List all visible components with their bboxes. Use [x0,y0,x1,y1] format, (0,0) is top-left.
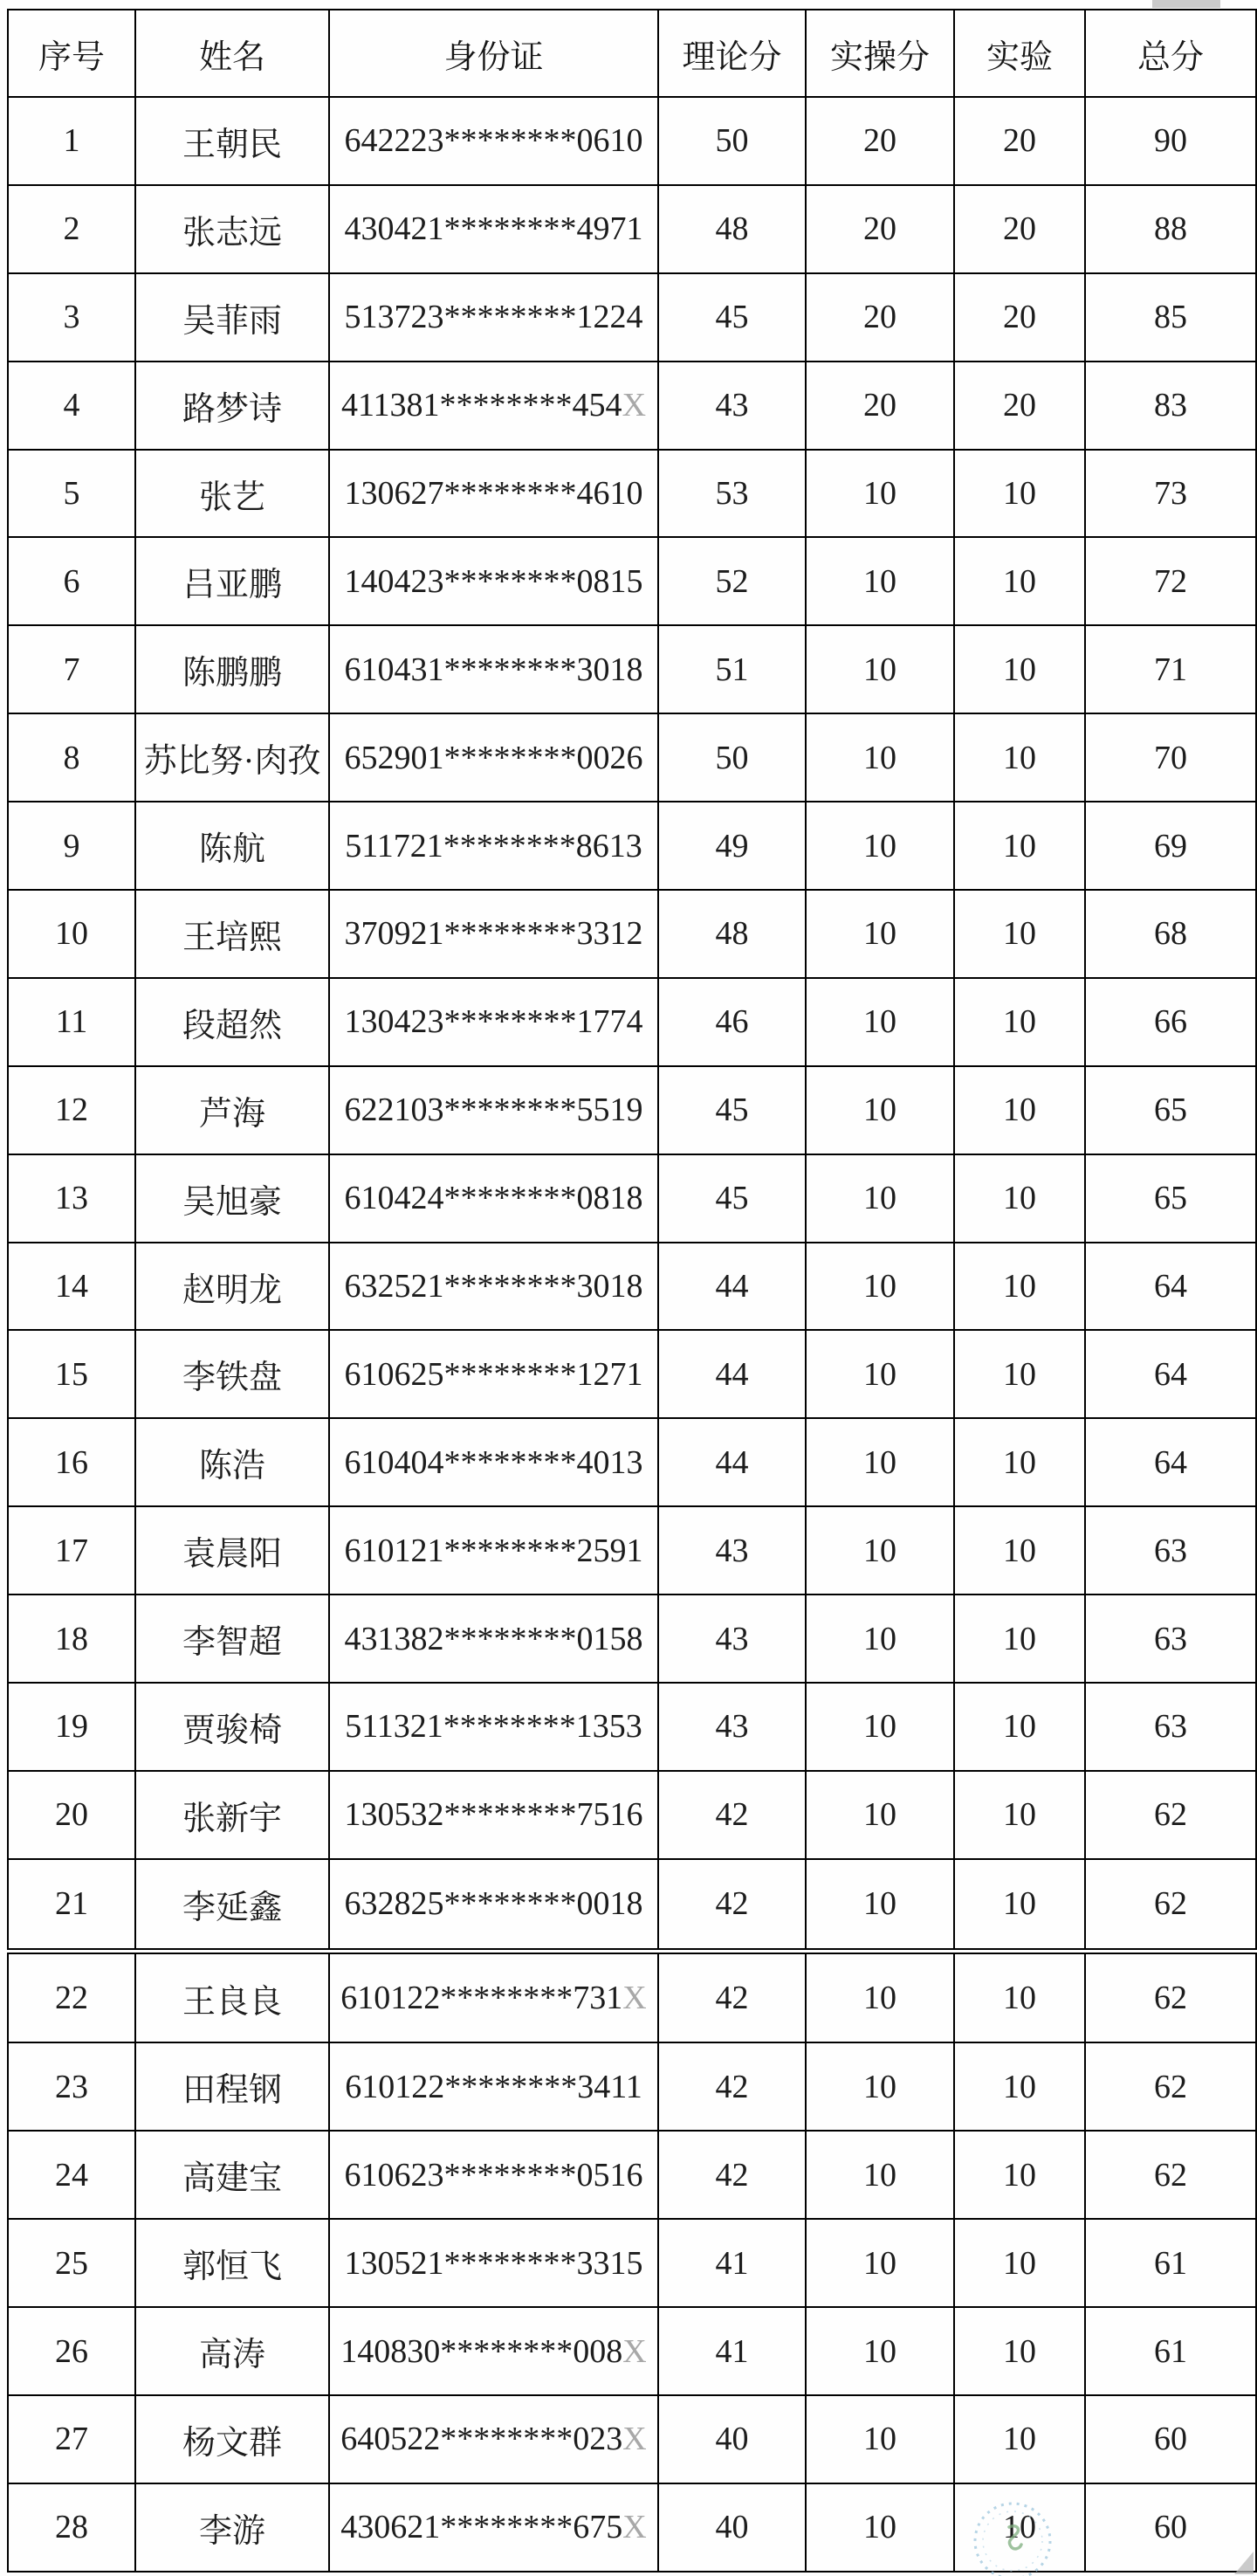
cell-total: 62 [1085,2042,1256,2131]
cell-experiment: 10 [954,625,1085,713]
cell-name: 芦海 [135,1066,329,1154]
cell-total: 62 [1085,1771,1256,1859]
cell-total: 68 [1085,890,1256,978]
cell-practical: 20 [806,97,954,185]
cell-theory: 45 [658,1066,806,1154]
cell-id: 140423********0815 [329,537,658,625]
cell-id: 511721********8613 [329,802,658,890]
cell-theory: 50 [658,97,806,185]
cell-experiment: 20 [954,362,1085,450]
table-row [8,2307,1256,2395]
cell-experiment: 10 [954,2483,1085,2572]
id-check-digit: X [622,1980,647,2017]
cell-no: 22 [8,1951,135,2042]
cell-theory: 43 [658,1595,806,1683]
cell-no: 6 [8,537,135,625]
table-row [8,625,1256,713]
cell-total: 90 [1085,97,1256,185]
cell-no: 13 [8,1154,135,1243]
cell-name: 杨文群 [135,2395,329,2483]
cell-theory: 40 [658,2395,806,2483]
cell-total: 60 [1085,2395,1256,2483]
cell-experiment: 10 [954,450,1085,538]
cell-total: 62 [1085,2131,1256,2219]
cell-name: 李铁盘 [135,1330,329,1418]
cell-theory: 43 [658,362,806,450]
cell-practical: 10 [806,1771,954,1859]
cell-experiment: 10 [954,537,1085,625]
cell-total: 63 [1085,1595,1256,1683]
cell-id: 610431********3018 [329,625,658,713]
cell-practical: 10 [806,2395,954,2483]
cell-practical: 10 [806,1683,954,1771]
id-check-digit: X [622,387,647,424]
cell-experiment: 20 [954,185,1085,273]
cell-no: 9 [8,802,135,890]
cell-id: 610404********4013 [329,1418,658,1506]
cell-id: 130532********7516 [329,1771,658,1859]
table-row [8,450,1256,538]
cell-name: 贾骏椅 [135,1683,329,1771]
cell-total: 71 [1085,625,1256,713]
cell-id: 511321********1353 [329,1683,658,1771]
cell-id: 130627********4610 [329,450,658,538]
score-table [7,9,1257,2573]
table-row [8,978,1256,1066]
cell-name: 吴菲雨 [135,273,329,362]
cell-theory: 42 [658,2042,806,2131]
cell-practical: 10 [806,537,954,625]
cell-experiment: 10 [954,2131,1085,2219]
scan-artifact-bottom-right-corner [1234,2552,1254,2574]
cell-experiment: 10 [954,1506,1085,1595]
cell-practical: 10 [806,1418,954,1506]
cell-experiment: 10 [954,2307,1085,2395]
table-row [8,713,1256,802]
table-row [8,1506,1256,1595]
cell-name: 王培熙 [135,890,329,978]
cell-no: 19 [8,1683,135,1771]
cell-id: 610625********1271 [329,1330,658,1418]
cell-experiment: 10 [954,713,1085,802]
cell-experiment: 10 [954,1330,1085,1418]
table-row [8,273,1256,362]
cell-no: 18 [8,1595,135,1683]
cell-experiment: 10 [954,1418,1085,1506]
cell-name: 李延鑫 [135,1859,329,1951]
cell-theory: 42 [658,2131,806,2219]
cell-no: 10 [8,890,135,978]
cell-no: 27 [8,2395,135,2483]
table-row [8,1683,1256,1771]
cell-no: 5 [8,450,135,538]
cell-theory: 48 [658,185,806,273]
column-header-theory: 理论分 [658,10,806,97]
cell-practical: 10 [806,1859,954,1951]
cell-experiment: 10 [954,2219,1085,2307]
cell-id: 370921********3312 [329,890,658,978]
cell-theory: 50 [658,713,806,802]
table-row [8,2042,1256,2131]
table-row [8,1330,1256,1418]
table-row [8,1595,1256,1683]
cell-experiment: 10 [954,1771,1085,1859]
cell-no: 26 [8,2307,135,2395]
cell-practical: 10 [806,1066,954,1154]
cell-no: 21 [8,1859,135,1951]
cell-practical: 10 [806,2307,954,2395]
table-row [8,97,1256,185]
cell-id: 632825********0018 [329,1859,658,1951]
cell-experiment: 10 [954,2042,1085,2131]
cell-no: 25 [8,2219,135,2307]
table-row [8,185,1256,273]
cell-total: 72 [1085,537,1256,625]
table-row [8,890,1256,978]
id-check-digit: X [622,2509,647,2546]
cell-name: 郭恒飞 [135,2219,329,2307]
column-header-total: 总分 [1085,10,1256,97]
table-row [8,802,1256,890]
cell-theory: 43 [658,1506,806,1595]
cell-practical: 10 [806,1595,954,1683]
cell-total: 69 [1085,802,1256,890]
table-row [8,537,1256,625]
cell-id: 622103********5519 [329,1066,658,1154]
cell-name: 张艺 [135,450,329,538]
cell-theory: 40 [658,2483,806,2572]
cell-experiment: 20 [954,97,1085,185]
column-header-no: 序号 [8,10,135,97]
cell-id: 430421********4971 [329,185,658,273]
cell-total: 83 [1085,362,1256,450]
cell-id: 411381********454X [329,362,658,450]
cell-name: 张志远 [135,185,329,273]
cell-practical: 10 [806,802,954,890]
cell-id: 610121********2591 [329,1506,658,1595]
cell-no: 3 [8,273,135,362]
cell-id: 610122********3411 [329,2042,658,2131]
cell-practical: 20 [806,273,954,362]
cell-total: 73 [1085,450,1256,538]
cell-name: 路梦诗 [135,362,329,450]
table-row [8,1243,1256,1331]
cell-id: 513723********1224 [329,273,658,362]
cell-total: 64 [1085,1243,1256,1331]
cell-name: 李游 [135,2483,329,2572]
cell-experiment: 10 [954,802,1085,890]
cell-theory: 42 [658,1771,806,1859]
cell-no: 28 [8,2483,135,2572]
cell-experiment: 10 [954,2395,1085,2483]
cell-name: 张新宇 [135,1771,329,1859]
cell-practical: 10 [806,450,954,538]
cell-practical: 10 [806,890,954,978]
cell-total: 61 [1085,2307,1256,2395]
table-row [8,1154,1256,1243]
cell-theory: 41 [658,2307,806,2395]
cell-theory: 44 [658,1330,806,1418]
table-row [8,2483,1256,2572]
table-row [8,1418,1256,1506]
cell-no: 17 [8,1506,135,1595]
cell-no: 20 [8,1771,135,1859]
cell-theory: 44 [658,1243,806,1331]
cell-total: 63 [1085,1683,1256,1771]
table-row [8,362,1256,450]
table-row [8,1771,1256,1859]
scan-artifact-top-right [1152,0,1220,8]
cell-experiment: 20 [954,273,1085,362]
cell-theory: 42 [658,1859,806,1951]
cell-id: 652901********0026 [329,713,658,802]
cell-name: 陈航 [135,802,329,890]
cell-name: 王朝民 [135,97,329,185]
cell-total: 64 [1085,1330,1256,1418]
table-row [8,1951,1256,2042]
cell-theory: 53 [658,450,806,538]
cell-practical: 10 [806,2483,954,2572]
cell-id: 430621********675X [329,2483,658,2572]
cell-id: 640522********023X [329,2395,658,2483]
cell-practical: 10 [806,978,954,1066]
cell-experiment: 10 [954,1683,1085,1771]
cell-theory: 44 [658,1418,806,1506]
cell-name: 袁晨阳 [135,1506,329,1595]
cell-theory: 43 [658,1683,806,1771]
cell-id: 130521********3315 [329,2219,658,2307]
cell-name: 高建宝 [135,2131,329,2219]
table-row [8,1066,1256,1154]
cell-name: 吴旭豪 [135,1154,329,1243]
cell-no: 15 [8,1330,135,1418]
table-row [8,1859,1256,1951]
cell-experiment: 10 [954,890,1085,978]
cell-total: 66 [1085,978,1256,1066]
cell-no: 11 [8,978,135,1066]
table-row [8,2395,1256,2483]
cell-practical: 10 [806,1330,954,1418]
cell-practical: 10 [806,713,954,802]
cell-no: 4 [8,362,135,450]
cell-no: 8 [8,713,135,802]
cell-name: 吕亚鹏 [135,537,329,625]
cell-total: 62 [1085,1859,1256,1951]
cell-total: 88 [1085,185,1256,273]
cell-theory: 42 [658,1951,806,2042]
cell-practical: 10 [806,1506,954,1595]
header-row [8,10,1256,97]
cell-experiment: 10 [954,978,1085,1066]
cell-practical: 10 [806,2219,954,2307]
cell-theory: 46 [658,978,806,1066]
cell-practical: 10 [806,1243,954,1331]
id-check-digit: X [622,2421,647,2458]
cell-name: 高涛 [135,2307,329,2395]
cell-name: 李智超 [135,1595,329,1683]
cell-name: 陈鹏鹏 [135,625,329,713]
cell-no: 24 [8,2131,135,2219]
id-check-digit: X [622,2332,647,2370]
cell-practical: 20 [806,185,954,273]
cell-experiment: 10 [954,1951,1085,2042]
cell-theory: 51 [658,625,806,713]
cell-id: 610424********0818 [329,1154,658,1243]
cell-id: 610122********731X [329,1951,658,2042]
cell-id: 610623********0516 [329,2131,658,2219]
cell-no: 7 [8,625,135,713]
cell-total: 64 [1085,1418,1256,1506]
cell-practical: 20 [806,362,954,450]
cell-theory: 49 [658,802,806,890]
cell-experiment: 10 [954,1066,1085,1154]
cell-no: 16 [8,1418,135,1506]
cell-no: 12 [8,1066,135,1154]
cell-no: 14 [8,1243,135,1331]
cell-total: 65 [1085,1066,1256,1154]
cell-name: 王良良 [135,1951,329,2042]
cell-name: 段超然 [135,978,329,1066]
cell-id: 632521********3018 [329,1243,658,1331]
table-row [8,2219,1256,2307]
cell-theory: 41 [658,2219,806,2307]
table-row [8,2131,1256,2219]
cell-total: 61 [1085,2219,1256,2307]
cell-name: 苏比努·肉孜 [135,713,329,802]
cell-experiment: 10 [954,1859,1085,1951]
cell-id: 431382********0158 [329,1595,658,1683]
cell-name: 陈浩 [135,1418,329,1506]
cell-theory: 45 [658,273,806,362]
cell-practical: 10 [806,2131,954,2219]
cell-experiment: 10 [954,1243,1085,1331]
cell-total: 63 [1085,1506,1256,1595]
cell-theory: 52 [658,537,806,625]
cell-total: 65 [1085,1154,1256,1243]
cell-no: 2 [8,185,135,273]
cell-practical: 10 [806,1154,954,1243]
column-header-name: 姓名 [135,10,329,97]
cell-experiment: 10 [954,1595,1085,1683]
cell-id: 642223********0610 [329,97,658,185]
cell-name: 赵明龙 [135,1243,329,1331]
cell-total: 60 [1085,2483,1256,2572]
cell-name: 田程钢 [135,2042,329,2131]
cell-id: 140830********008X [329,2307,658,2395]
cell-no: 23 [8,2042,135,2131]
column-header-experiment: 实验 [954,10,1085,97]
cell-total: 70 [1085,713,1256,802]
cell-id: 130423********1774 [329,978,658,1066]
cell-theory: 48 [658,890,806,978]
cell-practical: 10 [806,625,954,713]
cell-no: 1 [8,97,135,185]
cell-total: 85 [1085,273,1256,362]
cell-practical: 10 [806,2042,954,2131]
column-header-id: 身份证 [329,10,658,97]
cell-experiment: 10 [954,1154,1085,1243]
cell-total: 62 [1085,1951,1256,2042]
column-header-practical: 实操分 [806,10,954,97]
cell-practical: 10 [806,1951,954,2042]
cell-theory: 45 [658,1154,806,1243]
